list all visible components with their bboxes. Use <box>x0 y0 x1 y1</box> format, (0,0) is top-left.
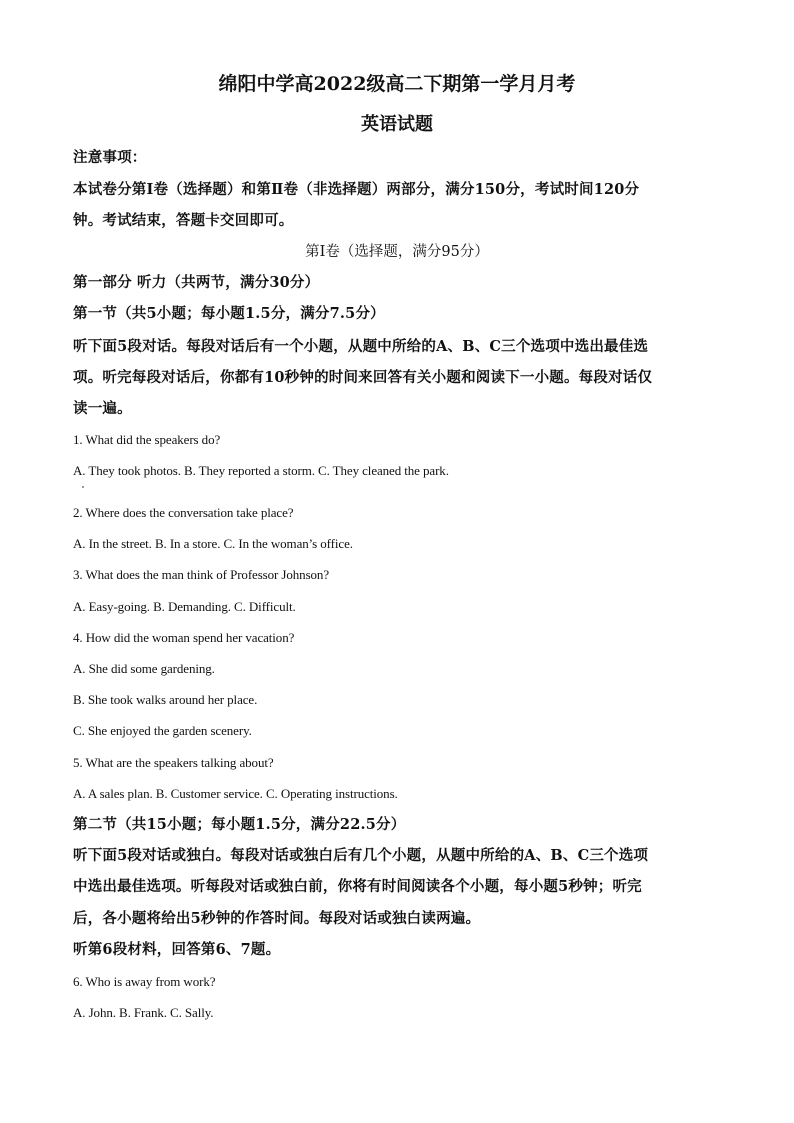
question-4-option-b: B. She took walks around her place. <box>73 692 258 707</box>
section-2-instruction-line: 后，各小题将给出5秒钟的作答时间。每段对话或独白读两遍。 <box>73 910 481 927</box>
question-5-stem: 5. What are the speakers talking about? <box>73 755 274 770</box>
question-2-options: A. In the street. B. In a store. C. In the woman’s office. <box>73 536 353 551</box>
question-3-stem: 3. What does the man think of Professor Johnson? <box>73 567 330 582</box>
exam-title: 绵阳中学高2022级高二下期第一学月月考 <box>218 73 576 95</box>
section-2-instruction-line: 中选出最佳选项。听每段对话或独白前，你将有时间阅读各个小题，每小题5秒钟；听完 <box>73 878 642 895</box>
section-2-heading: 第二节（共15小题；每小题1.5分，满分22.5分） <box>73 816 406 833</box>
question-6-stem: 6. Who is away from work? <box>73 974 216 989</box>
part-1-heading: 第一部分 听力（共两节，满分30分） <box>73 274 320 291</box>
question-4-option-c: C. She enjoyed the garden scenery. <box>73 723 252 738</box>
question-5-options: A. A sales plan. B. Customer service. C. Operating instructions. <box>73 786 398 801</box>
question-4-option-a: A. She did some gardening. <box>73 661 215 676</box>
question-4-stem: 4. How did the woman spend her vacation? <box>73 630 295 645</box>
question-1-stem: 1. What did the speakers do? <box>73 432 221 447</box>
section-1-heading: 第一节（共5小题；每小题1.5分，满分7.5分） <box>73 305 385 322</box>
volume-1-heading: 第Ⅰ卷（选择题，满分95分） <box>305 244 489 260</box>
question-1-options: A. They took photos. B. They reported a storm. C. They cleaned the park. <box>73 463 449 478</box>
notice-line-1: 本试卷分第Ⅰ卷（选择题）和第Ⅱ卷（非选择题）两部分，满分150分，考试时间120分 <box>73 181 640 198</box>
stray-dot <box>82 486 84 488</box>
notice-heading: 注意事项： <box>73 149 147 166</box>
question-2-stem: 2. Where does the conversation take place? <box>73 505 294 520</box>
section-1-instruction-line: 听下面5段对话。每段对话后有一个小题，从题中所给的A、B、C三个选项中选出最佳选 <box>73 338 649 355</box>
question-3-options: A. Easy-going. B. Demanding. C. Difficult. <box>73 599 296 614</box>
section-1-instruction-line: 读一遍。 <box>73 400 132 417</box>
section-1-instruction-line: 项。听完每段对话后，你都有10秒钟的时间来回答有关小题和阅读下一小题。每段对话仅 <box>73 369 653 386</box>
material-6-heading: 听第6段材料，回答第6、7题。 <box>73 941 281 958</box>
exam-subtitle: 英语试题 <box>361 114 433 135</box>
question-6-options: A. John. B. Frank. C. Sally. <box>73 1005 214 1020</box>
section-2-instruction-line: 听下面5段对话或独白。每段对话或独白后有几个小题，从题中所给的A、B、C三个选项 <box>73 847 649 864</box>
notice-line-2: 钟。考试结束，答题卡交回即可。 <box>73 212 294 229</box>
